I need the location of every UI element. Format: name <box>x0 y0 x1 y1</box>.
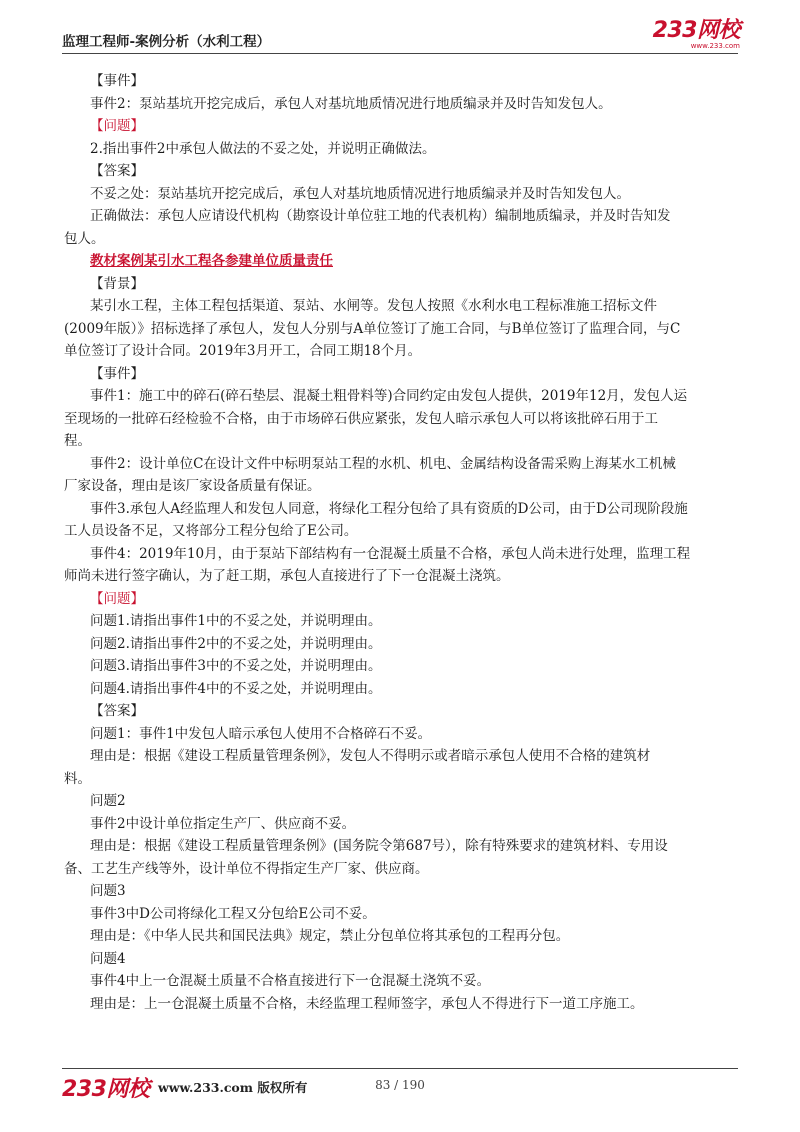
header-divider <box>62 53 738 54</box>
paragraph-line: 问题3 <box>90 883 126 899</box>
paragraph-line: 事件2：设计单位C在设计文件中标明泵站工程的水机、机电、金属结构设备需采购上海某水工机械 <box>90 455 676 472</box>
paragraph-line: 问题4.请指出事件4中的不妥之处，并说明理由。 <box>90 680 382 697</box>
section-label: 【答案】 <box>90 163 144 179</box>
paragraph-line: 事件2中设计单位指定生产厂、供应商不妥。 <box>90 815 356 832</box>
paragraph-line: 问题3.请指出事件3中的不妥之处，并说明理由。 <box>90 658 382 674</box>
paragraph-line: 事件3.承包人A经监理人和发包人同意，将绿化工程分包给了具有资质的D公司，由于D公司现阶段施 <box>90 500 688 517</box>
paragraph-line: 理由是：《中华人民共和国民法典》规定，禁止分包单位将其承包的工程再分包。 <box>90 928 570 944</box>
section-label: 【答案】 <box>90 703 144 719</box>
paragraph-line: 事件1：施工中的碎石(碎石垫层、混凝土粗骨料等)合同约定由发包人提供，2019年12月，发包人运 <box>90 388 688 404</box>
paragraph-continuation: 单位签订了设计合同。2019年3月开工，合同工期18个月。 <box>64 343 422 359</box>
paragraph-line: 问题2.请指出事件2中的不妥之处，并说明理由。 <box>90 635 382 652</box>
footer-copyright: www.233.com 版权所有 <box>158 1080 308 1095</box>
section-label: 【事件】 <box>90 365 144 382</box>
paragraph-line: 问题2 <box>90 793 126 809</box>
paragraph-continuation: 工人员设备不足，又将部分工程分包给了E公司。 <box>64 523 358 539</box>
paragraph-line: 问题1.请指出事件1中的不妥之处，并说明理由。 <box>90 613 382 629</box>
paragraph-line: 事件3中D公司将绿化工程又分包给E公司不妥。 <box>90 905 376 922</box>
paragraph-continuation: 包人。 <box>64 230 105 247</box>
paragraph-continuation: 师尚未进行签字确认，为了赶工期，承包人直接进行了下一仓混凝土浇筑。 <box>64 568 510 584</box>
section-label: 【事件】 <box>90 73 144 89</box>
brand-logo[interactable] <box>653 20 740 51</box>
paragraph-continuation: 程。 <box>64 433 91 449</box>
footer-logo[interactable]: 233网校 <box>62 1077 150 1102</box>
paragraph-line: 2.指出事件2中承包人做法的不妥之处，并说明正确做法。 <box>90 140 436 157</box>
paragraph-continuation: 备、工艺生产线等外，设计单位不得指定生产厂家、供应商。 <box>64 860 429 877</box>
paragraph-line: 理由是：上一仓混凝土质量不合格，未经监理工程师签字，承包人不得进行下一道工序施工。 <box>90 995 644 1012</box>
section-label: 【背景】 <box>90 275 144 292</box>
paragraph-continuation: 料。 <box>64 770 91 787</box>
paragraph-line: 某引水工程，主体工程包括渠道、泵站、水闸等。发包人按照《水利水电工程标准施工招标文件 <box>90 298 657 314</box>
paragraph-line: 理由是：根据《建设工程质量管理条例》，发包人不得明示或者暗示承包人使用不合格的建筑材 <box>90 748 651 764</box>
case-title-link[interactable]: 教材案例某引水工程各参建单位质量责任 <box>90 253 333 269</box>
paragraph-line: 事件4：2019年10月，由于泵站下部结构有一仓混凝土质量不合格，承包人尚未进行处理，监理工程 <box>90 545 691 562</box>
brand-logo-text: 233网校 <box>652 18 740 43</box>
paragraph-line: 问题1：事件1中发包人暗示承包人使用不合格碎石不妥。 <box>90 725 432 742</box>
brand-logo-url: www.233.com <box>690 42 740 50</box>
footer-divider <box>62 1068 738 1069</box>
paragraph-line: 事件4中上一仓混凝土质量不合格直接进行下一仓混凝土浇筑不妥。 <box>90 973 491 989</box>
paragraph-continuation: (2009年版）》招标选择了承包人，发包人分别与A单位签订了施工合同，与B单位签订了监理合同，与C <box>64 320 681 337</box>
paragraph-line: 正确做法：承包人应请设代机构（勘察设计单位驻工地的代表机构）编制地质编录，并及时告知发 <box>90 208 671 224</box>
page-number: 83 / 190 <box>375 1078 425 1092</box>
question-label: 【问题】 <box>90 118 144 134</box>
paragraph-line: 不妥之处：泵站基坑开挖完成后，承包人对基坑地质情况进行地质编录并及时告知发包人。 <box>90 185 630 202</box>
header-title: 监理工程师-案例分析（水利工程） <box>62 34 271 50</box>
question-label: 【问题】 <box>90 590 144 607</box>
paragraph-continuation: 厂家设备，理由是该厂家设备质量有保证。 <box>64 478 321 494</box>
paragraph-line: 事件2：泵站基坑开挖完成后，承包人对基坑地质情况进行地质编录并及时告知发包人。 <box>90 95 612 112</box>
paragraph-line: 问题4 <box>90 950 126 967</box>
document-body <box>64 70 740 1015</box>
paragraph-line: 理由是：根据《建设工程质量管理条例》(国务院令第687号），除有特殊要求的建筑材料、专用设 <box>90 838 668 854</box>
paragraph-continuation: 至现场的一批碎石经检验不合格，由于市场碎石供应紧张，发包人暗示承包人可以将该批碎石用于工 <box>64 410 658 427</box>
